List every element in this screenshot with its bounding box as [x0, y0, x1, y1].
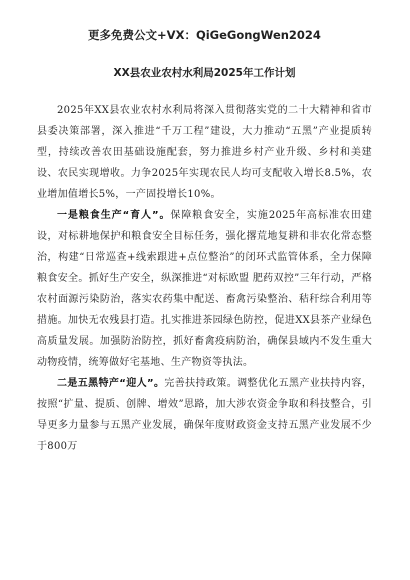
body-paragraph-intro	[37, 100, 372, 205]
body-paragraph-grain	[37, 205, 372, 373]
paragraph-lead: 一是粮食生产“育人”。	[57, 210, 171, 221]
paragraph-text: 完善扶持政策。调整优化五黑产业扶持内容，按照“扩量、提质、创牌、增效”思路，加大涉农资金争取和科技整合，引导更多力量参与五黑产业发展，确保年度财政资金支持五黑产业发展不少于800万	[37, 378, 373, 452]
paragraph-text: 2025年XX县农业农村水利局将深入贯彻落实党的二十大精神和省市县委决策部署，深入推进“千万工程”建设，大力推动“五黑”产业提质转型，持续改善农田基础设施配套，努力推进乡村产业升级、乡村和美建设、农民实现增收。力争2025年实现农民人均可支配收入增长8.5%，农业增加值增长5%，一产固投增长10%。	[37, 105, 372, 200]
body-paragraph-specialty	[37, 373, 372, 457]
promo-header: 更多免费公文+VX：QiGeGongWen2024	[88, 28, 321, 42]
document-title: XX县农业农村水利局2025年工作计划	[113, 67, 296, 79]
paragraph-text: 保障粮食安全，实施2025年高标准农田建设，对标耕地保护和粮食安全目标任务，强化撂荒地复耕和非农化常态整治，构建“日常巡查+线索跟进+点位整治”的闭环式监管体系，全力保障粮食安全。抓好生产安全，纵深推进“对标欧盟 肥药双控”三年行动，严格农村面源污染防治，落实农药集中配送、畜禽污染整治、秸秆综合利用等措施。加快无农残县打造。扎实推进茶园绿色防控，促进XX县茶产业绿色高质量发展。加强防治防控，抓好畜禽疫病防治，确保县域内不发生重大动物疫情，统筹做好宅基地、生产物资等执法。	[37, 210, 373, 368]
paragraph-lead: 二是五黑特产“迎人”。	[57, 378, 165, 389]
